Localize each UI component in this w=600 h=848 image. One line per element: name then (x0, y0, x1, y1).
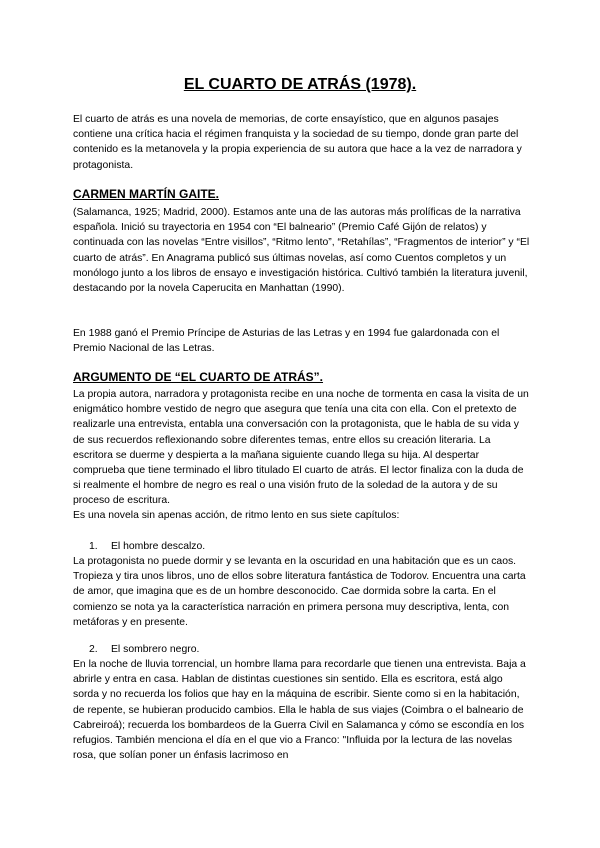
plot-summary-paragraph: La propia autora, narradora y protagonista recibe en una noche de tormenta en casa la visita de un enigmático hombre vestido de negro que asegura que tenía una cita con ella. Con el pretexto de realizarle una entrevista, entabla una conversación con la protagonista, que le habla de su vida y de sus recuerdos reflexionando sobre diferentes temas, entre ellos su creación literaria. La escritora se duerme y despierta a la mañana siguiente cuando llega su hija. Al despertar comprueba que tiene terminado el libro titulado El cuarto de atrás. El lector finaliza con la duda de si realmente el hombre de negro es real o una visión fruto de la soledad de la autora y de su proceso de escritura. (73, 389, 529, 507)
plot-heading: ARGUMENTO DE “EL CUARTO DE ATRÁS”. (73, 370, 324, 384)
chapter-1-title-text: El hombre descalzo. (111, 541, 206, 552)
chapter-2-number: 2. (89, 644, 98, 655)
intro-paragraph: El cuarto de atrás es una novela de memorias, de corte ensayístico, que en algunos pasajes contiene una crítica hacia el régimen franquista y la sociedad de su tiempo, donde gran parte del contenido es la metanovela y la propia experiencia de su autora que hace a la vez de narradora y protagonista. (73, 114, 522, 171)
author-bio-paragraph: (Salamanca, 1925; Madrid, 2000). Estamos ante una de las autoras más prolíficas de la narrativa española. Inició su trayectoria en 1954 con “El balneario” (Premio Café Gijón de relatos) y continuada con las novelas “Entre visillos”, “Ritmo lento”, “Retahílas”, “Fragmentos de interior” y “El cuarto de atrás”. En Anagrama publicó sus últimas novelas, así como Cuentos completos y un monólogo junto a los libros de ensayo e investigación histórica. Cultivó también la literatura juvenil, destacando por la novela Caperucita en Manhattan (1990). (73, 207, 530, 295)
chapter-2-title-text: El sombrero negro. (111, 644, 200, 655)
author-heading: CARMEN MARTÍN GAITE. (73, 187, 219, 201)
chapter-1-paragraph: La protagonista no puede dormir y se levanta en la oscuridad en una habitación que es un caos. Tropieza y tira unos libros, uno de ellos sobre literatura fantástica de Todorov. Encuentra una carta de amor, que imagina que es de un hombre desconocido. Cae dormida sobre la carta. En el comienzo se nota ya la característica narración en primera persona muy descriptiva, lenta, con metáforas y en presente. (73, 556, 526, 628)
document-title: EL CUARTO DE ATRÁS (1978). (183, 76, 417, 93)
chapter-2-title (89, 642, 199, 657)
chapter-1-number: 1. (89, 541, 98, 552)
chapter-1-title (89, 539, 205, 554)
structure-sentence: Es una novela sin apenas acción, de ritmo lento en sus siete capítulos: (73, 510, 400, 521)
chapter-2-paragraph: En la noche de lluvia torrencial, un hombre llama para recordarle que tienen una entrevista. Baja a abrirle y entra en casa. Hablan de distintas cuestiones sin sentido. Ella es escritora, está algo sorda y no recuerda los folios que hay en la máquina de escribir. Siente como si en la habitación, de repente, se hubieran producido cambios. Ella le habla de sus viajes (Coimbra o el balneario de Cabreiroá); recuerda los bombardeos de la Guerra Civil en Salamanca y cómo se escondía en los refugios. También menciona el día en el que vio a Franco: "Influida por la lectura de las novelas rosa, que solían poner un énfasis lacrimoso en (73, 659, 526, 762)
awards-paragraph: En 1988 ganó el Premio Príncipe de Asturias de las Letras y en 1994 fue galardonada con el Premio Nacional de las Letras. (73, 328, 500, 355)
